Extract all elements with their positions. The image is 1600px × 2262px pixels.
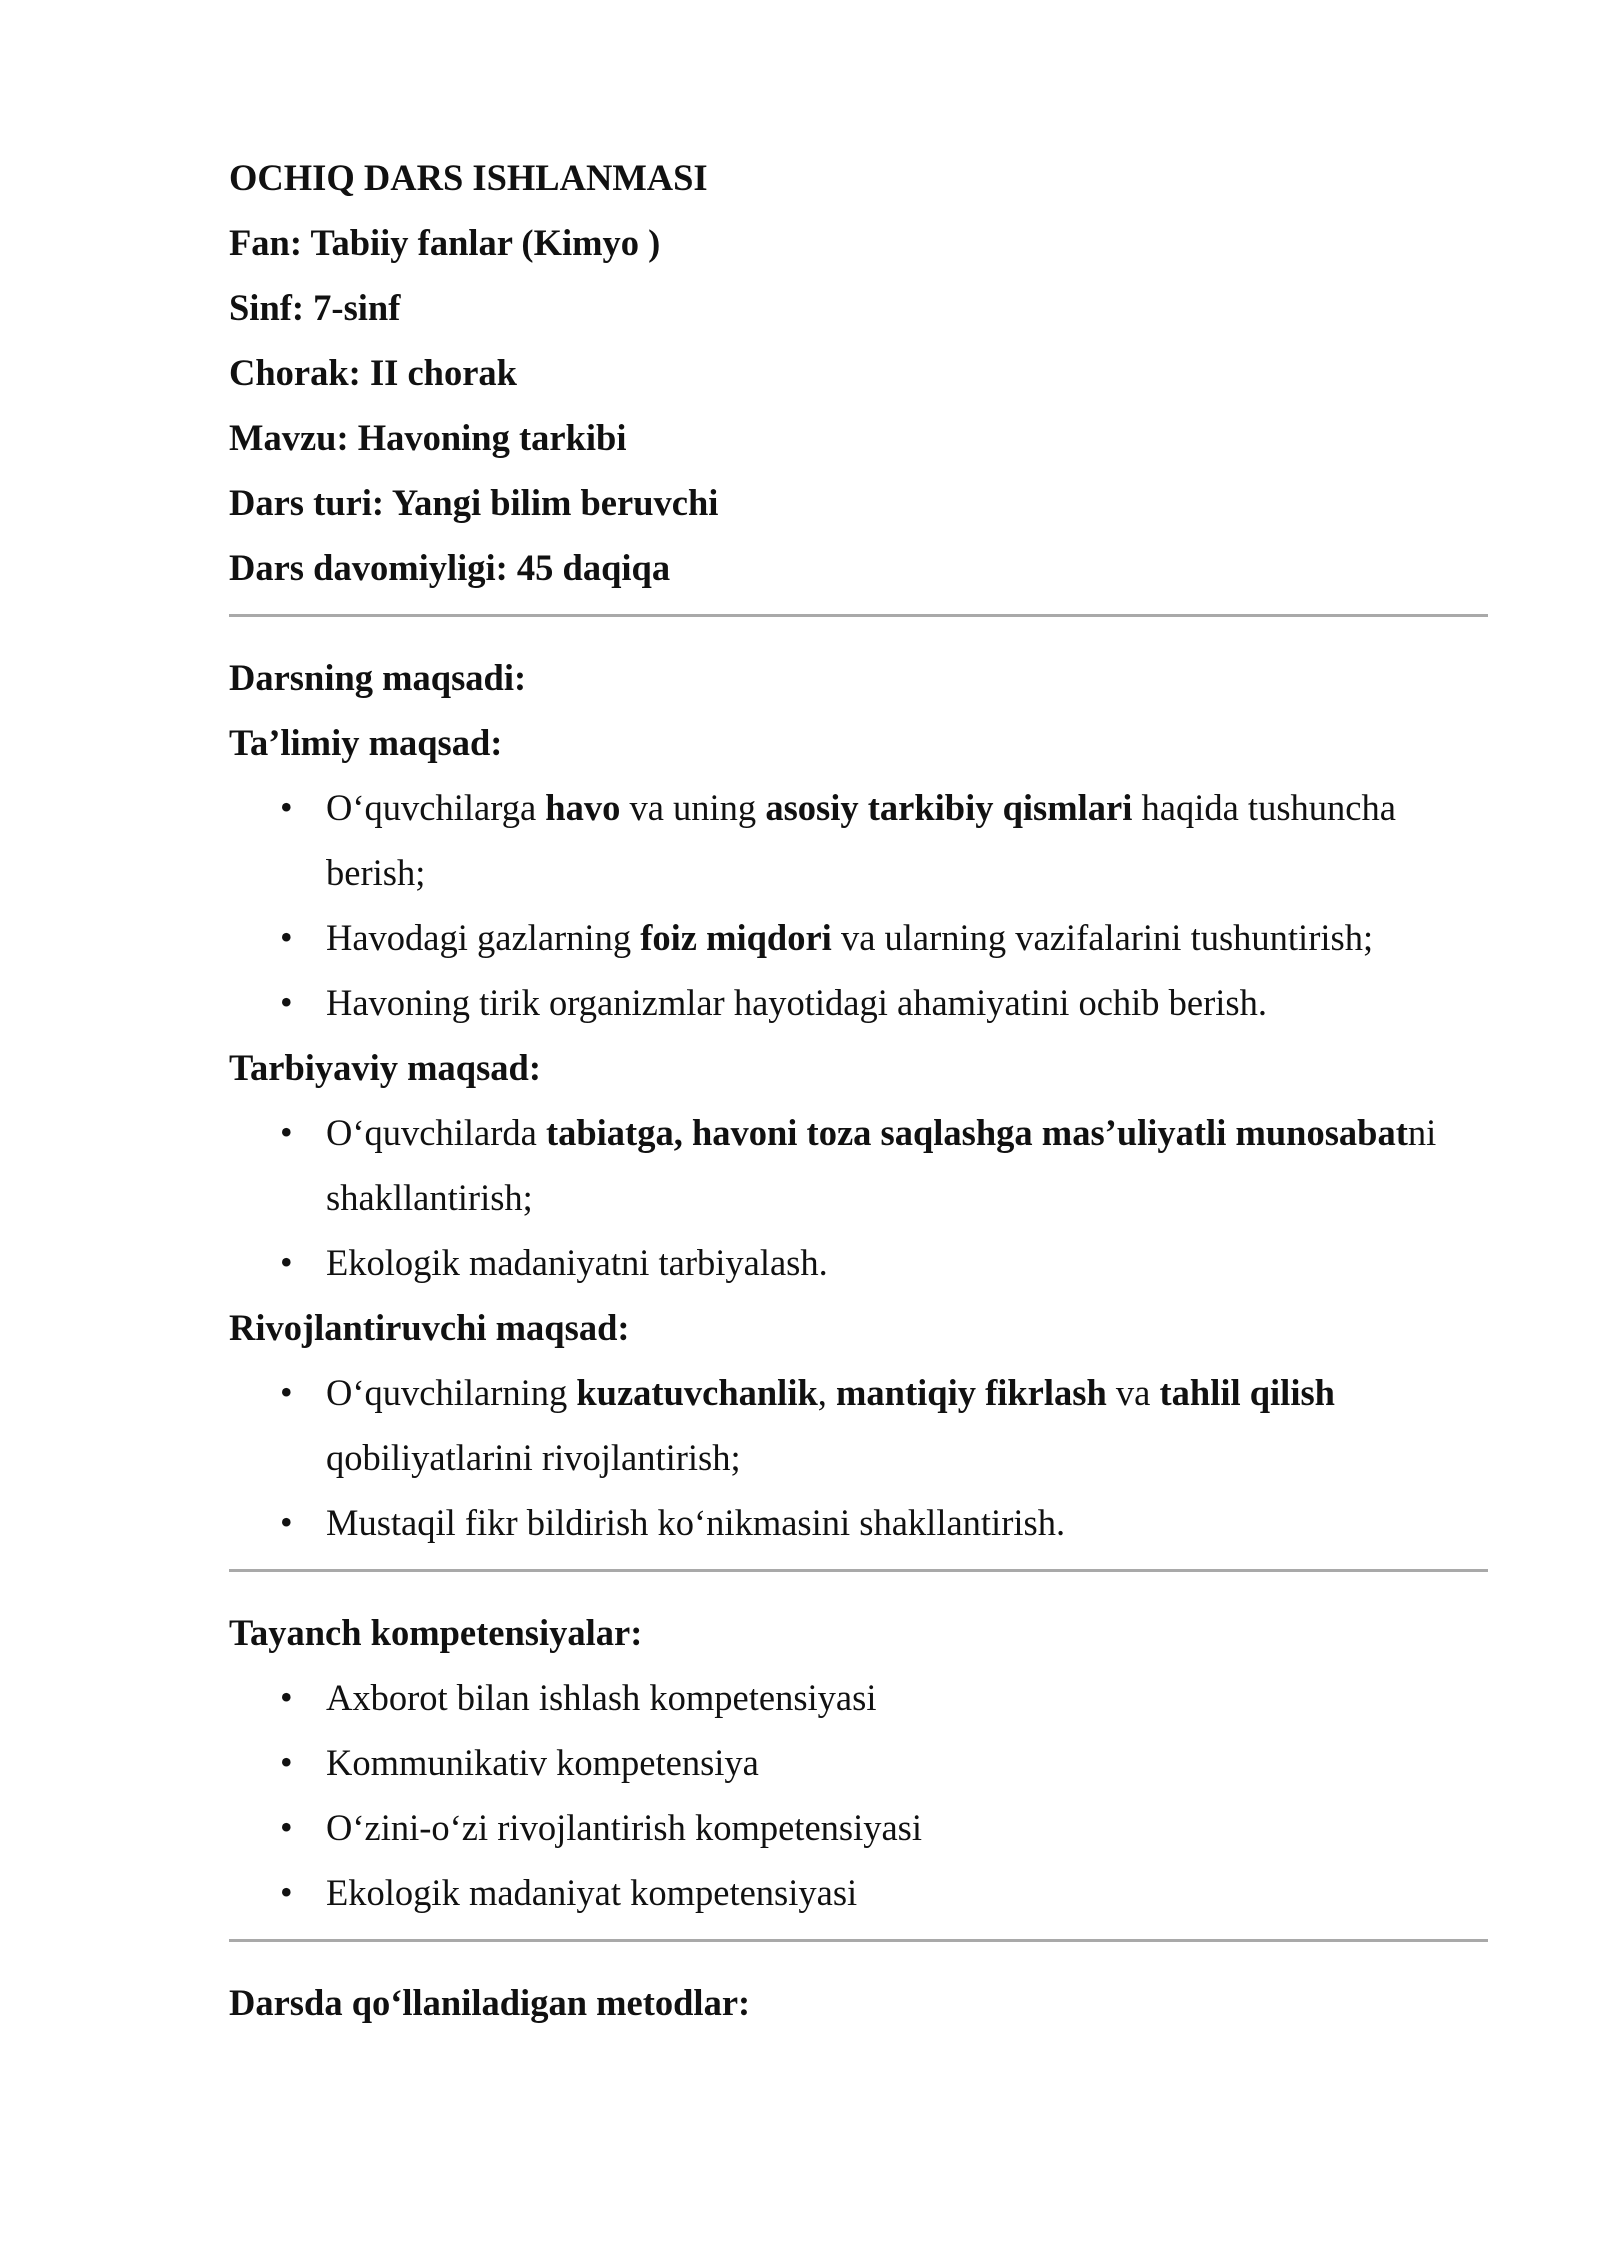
lesson-type-line: Dars turi: Yangi bilim beruvchi [229, 482, 719, 523]
list-item: • Kommunikativ kompetensiya [229, 1730, 1489, 1795]
list-item: • Ekologik madaniyat kompetensiyasi [229, 1860, 1489, 1925]
bullet-icon: • [280, 1677, 293, 1717]
list-item: • Havodagi gazlarning foiz miqdori va ularning vazifalarini tushuntirish; [229, 905, 1489, 970]
list-item: • Axborot bilan ishlash kompetensiyasi [229, 1665, 1489, 1730]
developmental-goal-heading: Rivojlantiruvchi maqsad: [229, 1307, 630, 1348]
list-item: • O‘zini-o‘zi rivojlantirish kompetensiyasi [229, 1795, 1489, 1860]
developmental-goal-list [229, 1360, 1489, 1555]
bullet-icon: • [280, 1872, 293, 1912]
document-title: OCHIQ DARS ISHLANMASI [229, 157, 708, 198]
quarter-line: Chorak: II chorak [229, 352, 517, 393]
upbringing-goal-heading: Tarbiyaviy maqsad: [229, 1047, 542, 1088]
list-item: • Mustaqil fikr bildirish ko‘nikmasini shakllantirish. [229, 1490, 1489, 1555]
bullet-icon: • [280, 1807, 293, 1847]
section-divider [229, 614, 1488, 617]
bullet-icon: • [280, 1372, 293, 1412]
goals-section [229, 645, 1489, 1555]
upbringing-goal-list [229, 1100, 1489, 1295]
subject-line: Fan: Tabiiy fanlar (Kimyo ) [229, 222, 661, 263]
goals-heading: Darsning maqsadi: [229, 657, 527, 698]
list-item: • O‘quvchilarda tabiatga, havoni toza saqlashga mas’uliyatli munosabatni shakllantirish; [229, 1100, 1489, 1230]
grade-line: Sinf: 7-sinf [229, 287, 401, 328]
bullet-icon: • [280, 1242, 293, 1282]
section-divider [229, 1569, 1488, 1572]
list-item: • O‘quvchilarga havo va uning asosiy tarkibiy qismlari haqida tushuncha berish; [229, 775, 1489, 905]
lesson-duration-line: Dars davomiyligi: 45 daqiqa [229, 547, 671, 588]
list-item: • Ekologik madaniyatni tarbiyalash. [229, 1230, 1489, 1295]
bullet-icon: • [280, 1742, 293, 1782]
topic-line: Mavzu: Havoning tarkibi [229, 417, 627, 458]
bullet-icon: • [280, 917, 293, 957]
competencies-heading: Tayanch kompetensiyalar: [229, 1612, 643, 1653]
document-page [229, 145, 1489, 2035]
competencies-section [229, 1600, 1489, 1925]
bullet-icon: • [280, 982, 293, 1022]
list-item: • Havoning tirik organizmlar hayotidagi ahamiyatini ochib berish. [229, 970, 1489, 1035]
section-divider [229, 1939, 1488, 1942]
methods-heading: Darsda qo‘llaniladigan metodlar: [229, 1982, 751, 2023]
bullet-icon: • [280, 1502, 293, 1542]
list-item: • O‘quvchilarning kuzatuvchanlik, mantiqiy fikrlash va tahlil qilish qobiliyatlarini rivojlantirish; [229, 1360, 1489, 1490]
bullet-icon: • [280, 1112, 293, 1152]
educational-goal-list [229, 775, 1489, 1035]
bullet-icon: • [280, 787, 293, 827]
competencies-list [229, 1665, 1489, 1925]
educational-goal-heading: Ta’limiy maqsad: [229, 722, 503, 763]
methods-section [229, 1970, 1489, 2035]
